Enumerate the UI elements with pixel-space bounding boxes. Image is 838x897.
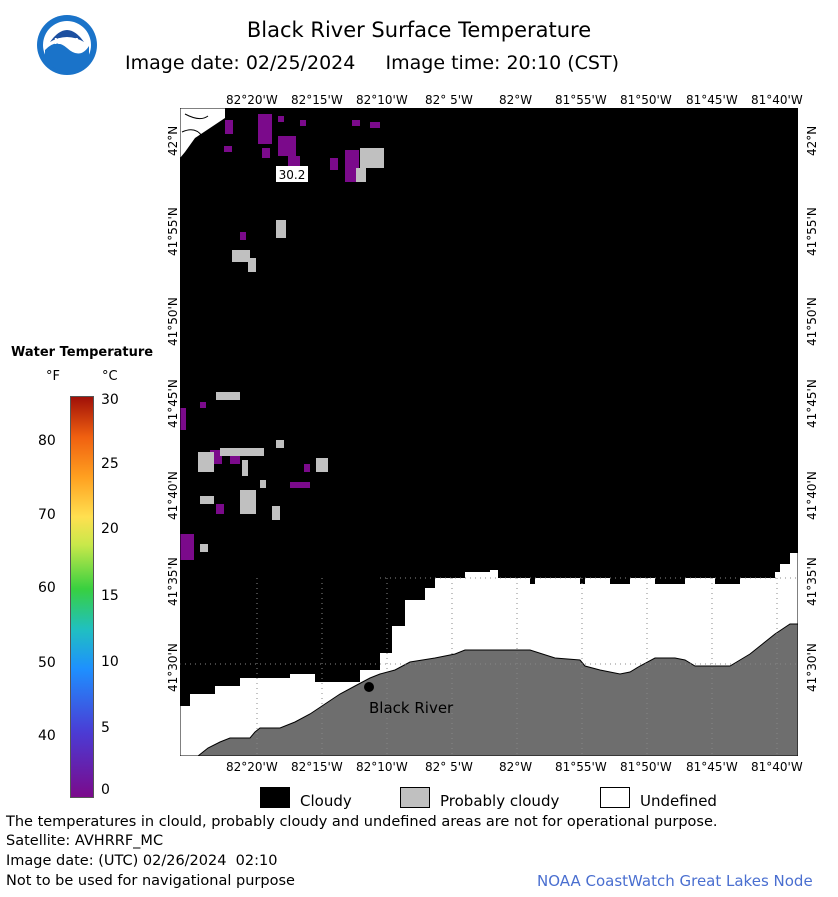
lon-label-top: 82° 5'W: [425, 93, 473, 107]
lat-label-right: 41°50'N: [805, 297, 819, 346]
key-probably-cloudy-swatch: [400, 787, 430, 808]
legend-unit-f: °F: [46, 369, 60, 384]
lon-label-bottom: 82°20'W: [226, 760, 278, 774]
lon-label-top: 81°50'W: [620, 93, 672, 107]
temperature-map[interactable]: [180, 108, 798, 756]
black-river-label: Black River: [369, 699, 454, 717]
page-title: Black River Surface Temperature: [246, 18, 592, 42]
lon-label-bottom: 82°15'W: [291, 760, 343, 774]
f-tick: 80: [38, 433, 56, 449]
image-time: Image time: 20:10 (CST): [385, 52, 620, 74]
lat-label-right: 41°40'N: [805, 471, 819, 520]
lat-label-left: 41°30'N: [166, 643, 180, 692]
c-tick: 25: [101, 456, 119, 472]
disclaimer: The temperatures in clould, probably cloudy and undefined areas are not for operational purpose.: [6, 814, 718, 830]
c-tick: 10: [101, 654, 119, 670]
f-tick: 70: [38, 507, 56, 523]
image-datetime: [125, 52, 619, 74]
lon-label-bottom: 81°50'W: [620, 760, 672, 774]
lat-label-right: 42°N: [805, 125, 819, 156]
lat-label-right: 41°30'N: [805, 643, 819, 692]
lon-label-bottom: 81°55'W: [555, 760, 607, 774]
lat-label-left: 42°N: [166, 125, 180, 156]
lon-label-top: 82°15'W: [291, 93, 343, 107]
lat-label-right: 41°45'N: [805, 379, 819, 428]
f-tick: 60: [38, 580, 56, 596]
legend-title: Water Temperature: [11, 345, 154, 360]
lon-label-top: 82°W: [499, 93, 533, 107]
lon-label-top: 81°40'W: [751, 93, 803, 107]
f-tick: 40: [38, 728, 56, 744]
coastwatch-node-link[interactable]: NOAA CoastWatch Great Lakes Node: [537, 872, 813, 890]
c-tick: 15: [101, 588, 119, 604]
lat-label-right: 41°55'N: [805, 207, 819, 256]
key-undefined-label: Undefined: [640, 792, 717, 810]
key-probably-cloudy-label: Probably cloudy: [440, 792, 560, 810]
lat-label-left: 41°50'N: [166, 297, 180, 346]
lon-label-bottom: 82°10'W: [356, 760, 408, 774]
lat-label-left: 41°35'N: [166, 557, 180, 606]
c-tick: 5: [101, 720, 110, 736]
c-tick: 0: [101, 782, 110, 798]
lat-label-left: 41°40'N: [166, 471, 180, 520]
satellite-info: Satellite: AVHRRF_MC: [6, 833, 164, 849]
lon-label-bottom: 81°40'W: [751, 760, 803, 774]
f-tick: 50: [38, 655, 56, 671]
lat-label-right: 41°35'N: [805, 557, 819, 606]
lat-label-left: 41°45'N: [166, 379, 180, 428]
key-undefined-swatch: [600, 787, 630, 808]
c-tick: 20: [101, 521, 119, 537]
lon-label-top: 81°55'W: [555, 93, 607, 107]
lon-label-bottom: 81°45'W: [686, 760, 738, 774]
lon-label-bottom: 82° 5'W: [425, 760, 473, 774]
c-tick: 30: [101, 392, 119, 408]
lon-label-bottom: 82°W: [499, 760, 533, 774]
key-cloudy-label: Cloudy: [300, 792, 352, 810]
legend-unit-c: °C: [102, 369, 118, 384]
lat-label-left: 41°55'N: [166, 207, 180, 256]
svg-text:NOAA: NOAA: [54, 37, 80, 46]
lon-label-top: 81°45'W: [686, 93, 738, 107]
sst-label: 30.2: [278, 168, 306, 182]
lon-label-top: 82°10'W: [356, 93, 408, 107]
nav-warning: Not to be used for navigational purpose: [6, 873, 295, 889]
temperature-colorbar: [70, 396, 94, 798]
black-river-marker: [364, 682, 374, 692]
key-cloudy-swatch: [260, 787, 290, 808]
lon-label-top: 82°20'W: [226, 93, 278, 107]
image-date: Image date: 02/25/2024: [125, 52, 356, 74]
utc-date: Image date: (UTC) 02/26/2024 02:10: [6, 853, 278, 869]
